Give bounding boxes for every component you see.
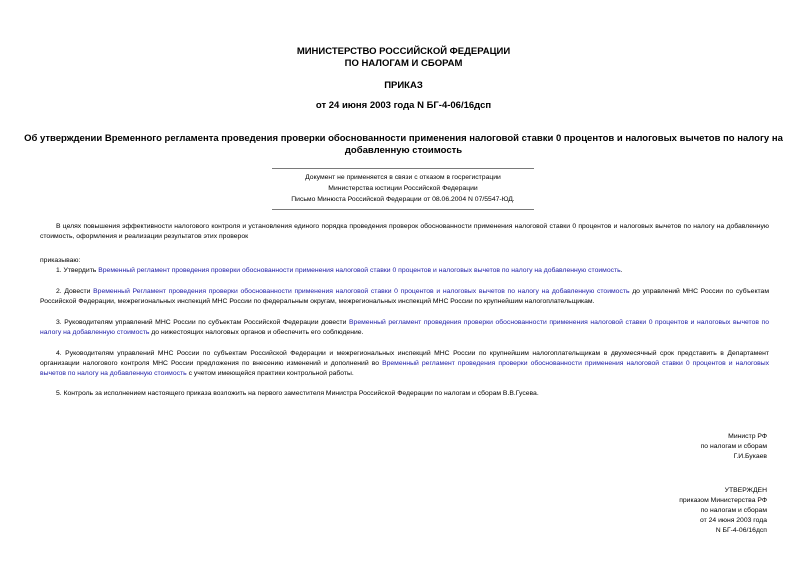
regulation-link-2[interactable]: Временный Регламент проведения проверки обоснованности применения налоговой ставки 0 процентов и налоговых вычетов по налогу на добавленную стоимость — [93, 288, 630, 295]
p3-suffix: до нижестоящих налоговых органов и обеспечить его соблюдение. — [149, 329, 364, 336]
registration-note — [272, 168, 534, 210]
p1-suffix: . — [620, 267, 623, 274]
ministry-line-2: ПО НАЛОГАМ И СБОРАМ — [344, 58, 463, 69]
note-line-2: Министерства юстиции Российской Федерации — [328, 185, 478, 192]
p3-prefix: 3. Руководителям управлений МНС России по субъектам Российской Федерации довести — [56, 319, 350, 326]
paragraph-5: 5. Контроль за исполнением настоящего приказа возложить на первого заместителя Министра Российской Федерации по налогам и сборам В.В.Гусева. — [56, 390, 539, 397]
approval-line-2: приказом Министерства РФ — [679, 497, 767, 504]
approval-line-5: N БГ-4-06/16дсп — [715, 527, 767, 534]
note-line-3: Письмо Минюста Российской Федерации от 08.06.2004 N 07/5547-ЮД. — [291, 196, 515, 203]
ministry-heading — [0, 46, 807, 70]
approval-line-1: УТВЕРЖДЕН — [724, 487, 767, 494]
approval-block — [679, 486, 767, 536]
note-line-1: Документ не применяется в связи с отказом в госрегистрации — [305, 174, 501, 181]
intro-paragraph: В целях повышения эффективности налогового контроля и установления единого порядка проведения проверок обоснованности применения налоговой ставки 0 процентов и налоговых вычетов по налогу на добавленную стоимость, оформления и реализации результатов этих проверок — [40, 223, 769, 240]
signature-line-2: по налогам и сборам — [700, 443, 767, 450]
p2-prefix: 2. Довести — [56, 288, 94, 295]
regulation-link-1[interactable]: Временный регламент проведения проверки обоснованности применения налоговой ставки 0 процентов и налоговых вычетов по налогу на добавленную стоимость — [98, 267, 621, 274]
p4-prefix: 4. Руководителям управлений МНС России по субъектам Российской Федерации и межрегиональных инспекций МНС России по крупнейшим налогоплательщикам в двухмесячный срок представить в Департамент организации налогового контроля МНС России предложения по внесению изменений и дополнений во — [40, 350, 769, 367]
ministry-line-1: МИНИСТЕРСТВО РОССИЙСКОЙ ФЕДЕРАЦИИ — [296, 46, 511, 57]
document-title — [0, 133, 807, 157]
signature-line-3: Г.И.Букаев — [733, 453, 767, 460]
approval-line-4: от 24 июня 2003 года — [699, 517, 767, 524]
minister-signature — [701, 432, 767, 462]
paragraph-4 — [40, 349, 769, 379]
regulation-link-4[interactable]: Временный регламент проведения проверки обоснованности применения налоговой ставки 0 процентов и налоговых вычетов по налогу на добавленную стоимость — [40, 360, 769, 377]
p1-prefix: 1. Утвердить — [56, 267, 99, 274]
p4-suffix: с учетом имеющейся практики контрольной работы. — [186, 370, 354, 377]
approval-line-3: по налогам и сборам — [700, 507, 767, 514]
signature-line-1: Министр РФ — [728, 433, 767, 440]
regulation-link-3[interactable]: Временный регламент проведения проверки обоснованности применения налоговой ставки 0 процентов и налоговых вычетов по налогу на добавленную стоимость — [40, 319, 769, 336]
paragraph-2 — [40, 287, 769, 307]
paragraph-3 — [40, 318, 769, 338]
paragraph-1 — [40, 266, 769, 276]
title-line-1: Об утверждении Временного регламента проведения проверки обоснованности применения налоговой ставки 0 процентов и налоговых вычетов по налогу на — [24, 133, 783, 144]
orders-word: приказываю: — [40, 257, 81, 264]
p2-suffix: до управлений МНС России по субъектам Российской Федерации, межрегиональных инспекций МНС России по федеральным округам, межрегиональных инспекций МНС России по крупнейшим налогоплательщикам. — [40, 288, 770, 305]
order-type: ПРИКАЗ — [384, 80, 423, 91]
title-line-2: добавленную стоимость — [344, 145, 463, 156]
order-date: от 24 июня 2003 года N БГ-4-06/16дсп — [315, 100, 492, 111]
